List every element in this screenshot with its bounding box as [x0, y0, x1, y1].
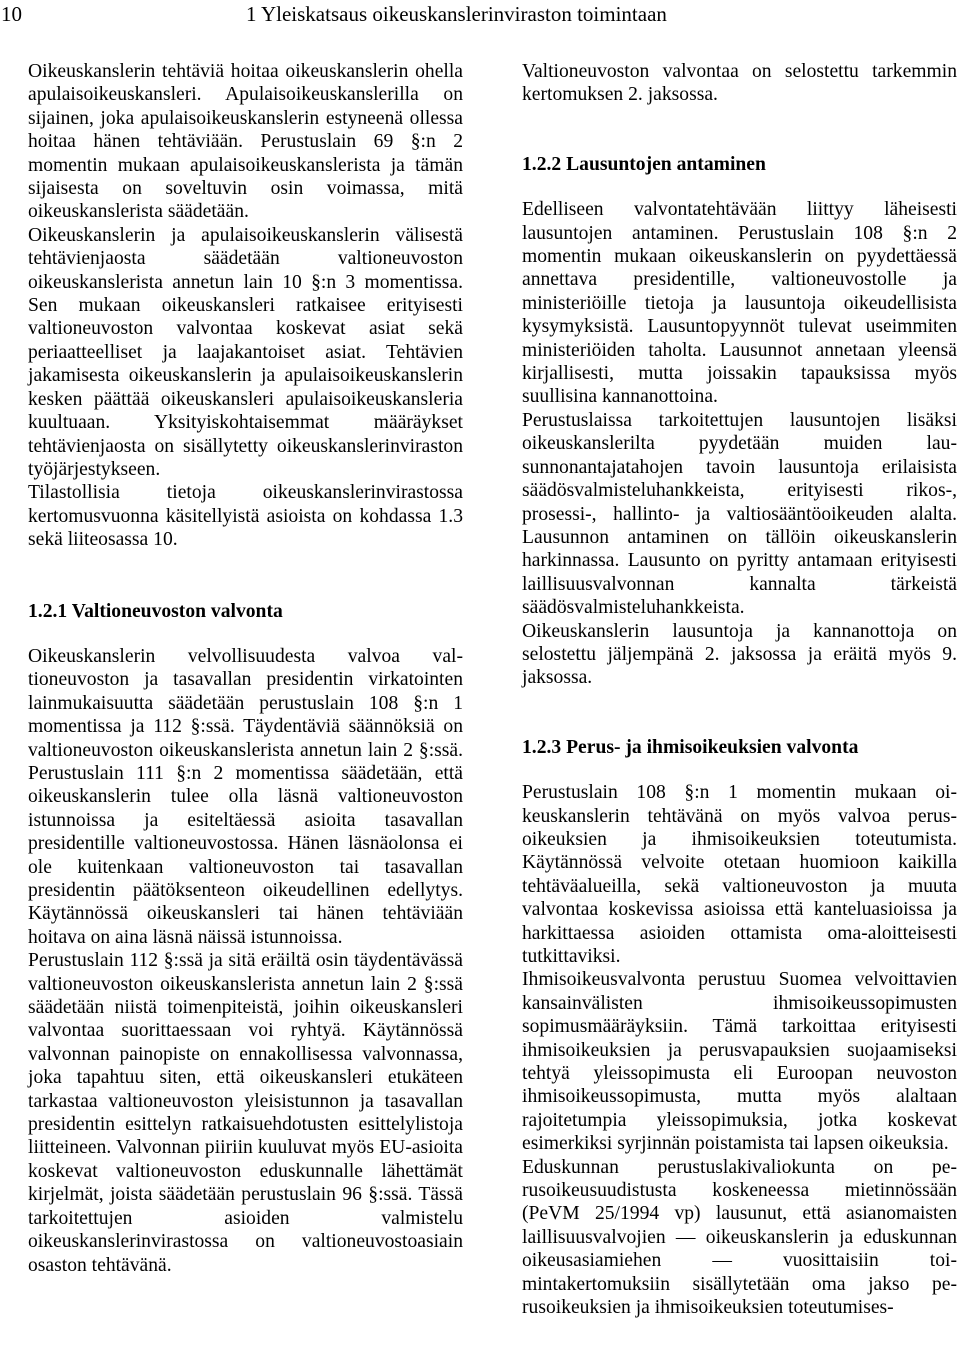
running-head: 1 Yleiskatsaus oikeuskanslerinviraston toimintaan	[246, 2, 667, 26]
paragraph: Valtioneuvoston valvontaa on selostettu tarkemmin kertomuksen 2. jaksossa.	[522, 61, 957, 106]
paragraph: Oikeuskanslerin lausuntoja ja kannanottoja on selostettu jäljempänä 2. jaksossa ja eräitä myös 9. jaksossa.	[522, 620, 957, 689]
paragraph: Perustuslaissa tarkoitettujen lausuntojen lisäksi oikeuskanslerilta pyydetään muiden lausunnonantajatahojen tavoin lausuntoja erilaisista säädösvalmisteluhankkeista, erityisesti rikos-, prosessi-, hallinto- ja valtiosääntöoikeuden alalta. Lausunnon antaminen on tällöin oikeuskanslerin harkinnassa. Lausunto on pyritty antamaan erityisesti laillisuusvalvonnan kannalta tärkeistä säädösvalmisteluhankkeista.	[522, 409, 957, 619]
paragraph: Edelliseen valvontatehtävään liittyy läheisesti lausuntojen antaminen. Perustuslain 108 §:n 2 momentin mukaan oikeuskanslerin on pyydettäessä annettava presidentille, valtioneuvostolle ja ministeriöille tietoja ja lausuntoja oikeudellisista kysymyksistä. Lausuntopyynnöt tulevat useimmiten ministeriöiden taholta. Lausunnot annetaan yleensä kirjallisesti, mutta joissakin tapauksissa myös suullisina kannanottoina.	[522, 199, 957, 408]
left-column	[28, 60, 463, 1277]
page-header	[0, 0, 960, 36]
paragraph: Perustuslain 108 §:n 1 momentin mukaan oikeuskanslerin tehtävänä on myös valvoa perus- oikeuksien ja ihmisoikeuksien toteutumista. Käytännössä velvoite otetaan huomioon kaikilla tehtäväalueilla, sekä valtioneuvoston ja muuta valvontaa koskevissa asioissa että kanteluasioissa ja harkittaessa asioiden ottamista oma-aloitteisesti tutkittaviksi.	[522, 782, 957, 967]
paragraph: Oikeuskanslerin velvollisuudesta valvoa valtioneuvoston ja tasavallan presidentin virkatointen lainmukaisuutta säädetään perustuslain 108 §:n 1 momentissa ja 112 §:ssä. Täydentäviä säännöksiä on valtioneuvoston oikeuskanslerista annetun lain 2 §:ssä. Perustuslain 111 §:n 2 momentissa säädetään, että oikeuskanslerin tulee olla läsnä valtioneuvoston istunnoissa ja esiteltäessä asioita tasavallan presidentille valtioneuvostossa. Hänen läsnäolonsa ei ole kuitenkaan valtioneuvoston tai tasavallan presidentin päätöksenteon oikeudellinen edellytys. Käytännössä oikeuskansleri tai hänen tehtäviään hoitava on aina läsnä näissä istunnoissa.	[28, 645, 463, 948]
section-heading-1-2-2: 1.2.2 Lausuntojen antaminen	[522, 153, 766, 175]
page-number: 10	[1, 2, 22, 26]
paragraph: Oikeuskanslerin tehtäviä hoitaa oikeuskanslerin ohella apulaisoikeuskansleri. Apulaisoikeuskanslerilla on sijainen, joka apulaisoikeuskanslerin estyneenä ollessa hoitaa hänen tehtäviään. Perustuslain 69 §:n 2 momentin mukaan apulaisoikeuskanslerista ja tämän sijaisesta on soveltuvin osin voimassa, mitä oikeuskanslerista säädetään.	[28, 61, 463, 223]
paragraph: Oikeuskanslerin ja apulaisoikeuskanslerin välisestä tehtävienjaosta säädetään valtioneuvoston oikeuskanslerista annetun lain 10 §:n 3 momentissa. Sen mukaan oikeuskansleri ratkaisee erityisesti valtioneuvoston valvontaa koskevat asiat sekä periaatteelliset ja laajakantoiset asiat. Tehtävien jakamisesta oikeuskanslerin ja apulaisoikeuskanslerin kesken päättää oikeuskansleri apulaisoikeuskansleria kuultuaan. Yksityiskohtaisemmat määräykset tehtävienjaosta on sisällytetty oikeuskanslerinviraston työjärjestykseen.	[28, 224, 463, 480]
paragraph: Perustuslain 112 §:ssä ja sitä eräiltä osin täydentävässä valtioneuvoston oikeuskanslerista annetun lain 2 §:ssä säädetään niistä toimenpiteistä, joihin oikeuskansleri valvontaa suorittaessaan voi ryhtyä. Käytännössä valvonnan painopiste on ennakollisessa valvonnassa, joka tapahtuu siten, että oikeuskansleri etukäteen tarkastaa valtioneuvoston yleisistunnon ja tasavallan presidentin esittelyn ratkaisuehdotusten esittelylistoja liitteineen. Valvonnan piiriin kuuluvat myös EU-asioita koskevat valtioneuvoston eduskunnalle lähettämät kirjelmät, joista säädetään perustuslain 96 §:ssä. Tässä tarkoitettujen asioiden valmistelu oikeuskanslerinvirastossa on valtioneuvostoasiain osaston tehtävänä.	[28, 950, 463, 1276]
paragraph: Tilastollisia tietoja oikeuskanslerinvirastossa kertomusvuonna käsitellyistä asioista on kohdassa 1.3 sekä liiteosassa 10.	[28, 482, 463, 551]
section-heading-1-2-1: 1.2.1 Valtioneuvoston valvonta	[28, 600, 283, 622]
section-heading-1-2-3: 1.2.3 Perus- ja ihmisoikeuksien valvonta	[522, 736, 859, 758]
paragraph: Eduskunnan perustuslakivaliokunta on perusoikeusuudistusta koskeneessa mietinnössään (PeVM 25/1994 vp) lausunut, että asianomaisten laillisuusvalvojien — oikeuskanslerin ja eduskunnan oikeusasiamiehen — vuosittaisiin toimintakertomuksiin sisällytetään oma jakso perusoikeuksien ja ihmisoikeuksien toteutumises-	[522, 1156, 957, 1319]
paragraph: Ihmisoikeusvalvonta perustuu Suomea velvoittavien kansainvälisten ihmisoikeussopimusten sopimusmääräyksiin. Tämä tarkoittaa erityisesti ihmisoikeuksien ja perusvapauksien suojaamiseksi tehtyä yleissopimusta eli Euroopan neuvoston ihmisoikeussopimusta, mutta myös alaltaan rajoitetumpia yleissopimuksia, jotka koskevat esimerkiksi syrjinnän poistamista tai lapsen oikeuksia.	[522, 969, 957, 1155]
right-column	[522, 60, 957, 1320]
